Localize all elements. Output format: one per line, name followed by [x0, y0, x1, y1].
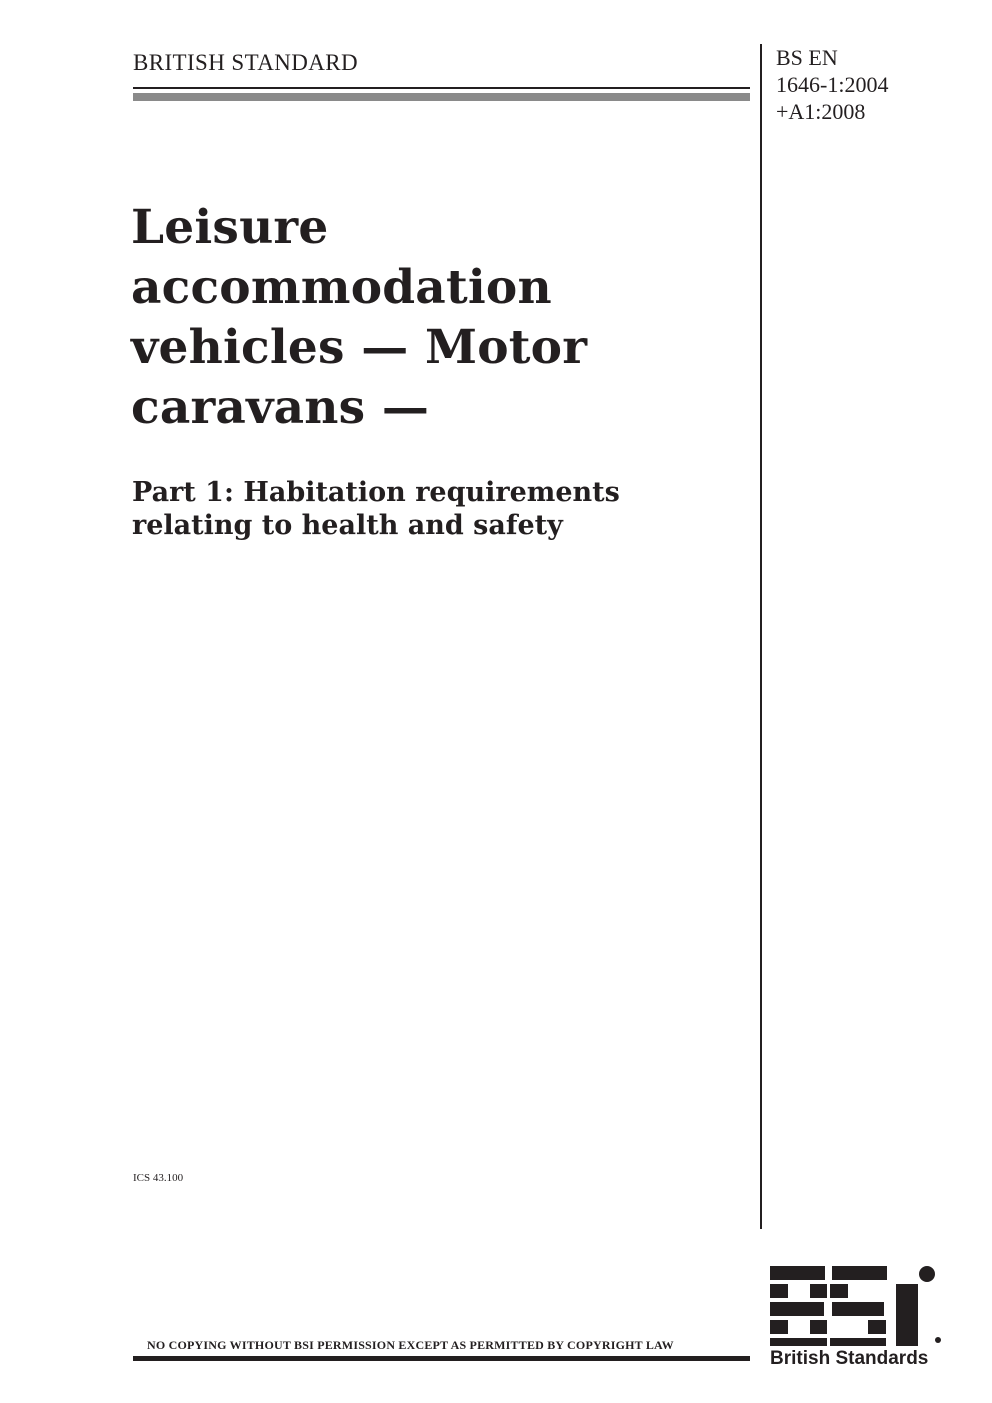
- standard-number-line-3: +A1:2008: [776, 99, 866, 124]
- title-line-2: accommodation: [131, 260, 552, 315]
- footer-rule: [133, 1356, 750, 1361]
- title-line-1: Leisure: [131, 200, 329, 255]
- bsi-logo-caption: British Standards: [770, 1348, 929, 1368]
- title-line-3: vehicles — Motor: [131, 320, 588, 375]
- standard-number-line-1: BS EN: [776, 45, 838, 70]
- title-line-4: caravans —: [131, 380, 430, 435]
- document-title: [131, 198, 741, 438]
- header-rule-thick: [133, 93, 750, 101]
- bsi-logo: [768, 1264, 942, 1368]
- document-subtitle: [132, 476, 692, 542]
- subtitle-line-2: relating to health and safety: [132, 510, 563, 541]
- bsi-logo-icon: [768, 1264, 942, 1368]
- standard-number: [776, 44, 888, 125]
- vertical-divider: [760, 44, 762, 1229]
- header-label: BRITISH STANDARD: [133, 50, 358, 75]
- standard-number-line-2: 1646-1:2004: [776, 72, 889, 97]
- header-rule-thin: [133, 87, 750, 89]
- subtitle-line-1: Part 1: Habitation requirements: [132, 477, 620, 508]
- copyright-notice: NO COPYING WITHOUT BSI PERMISSION EXCEPT AS PERMITTED BY COPYRIGHT LAW: [147, 1338, 674, 1352]
- ics-code: ICS 43.100: [133, 1172, 184, 1184]
